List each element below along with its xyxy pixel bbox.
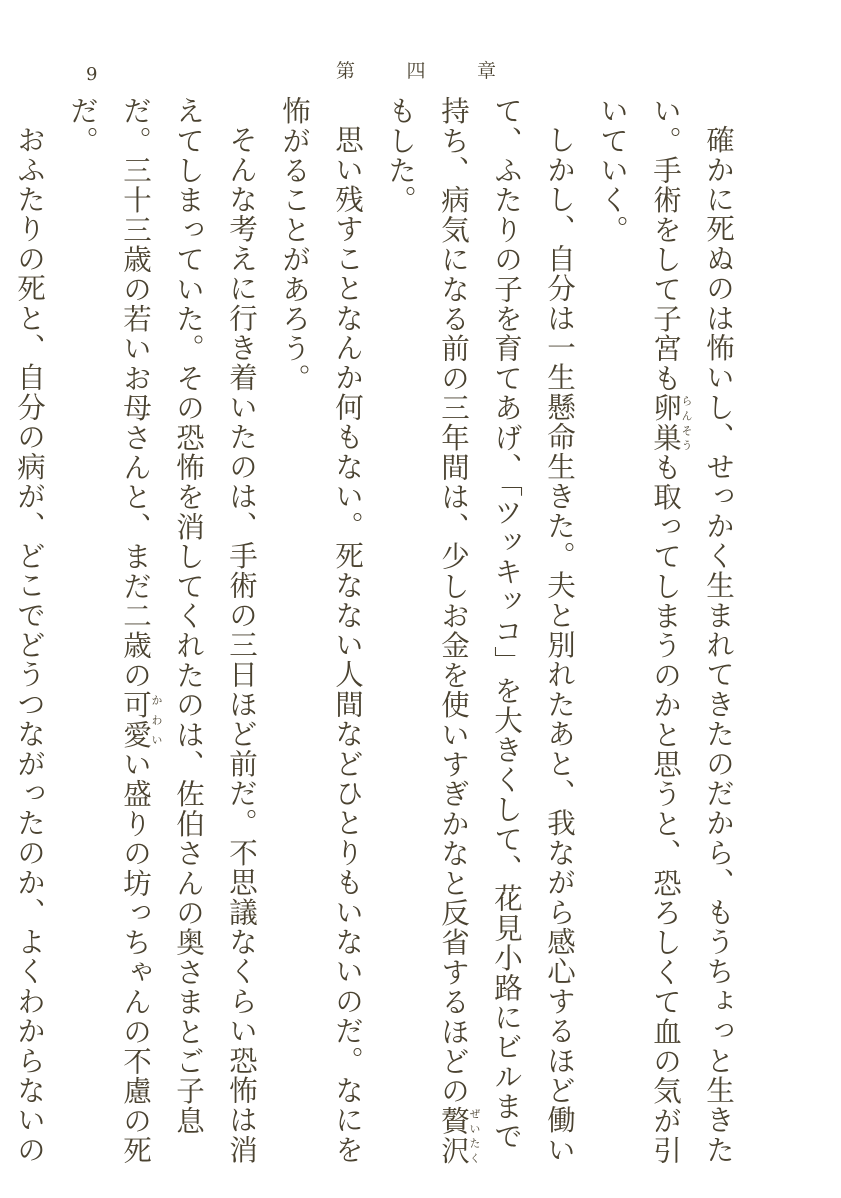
- chapter-title-char: 章: [476, 60, 496, 82]
- page-number: 9: [86, 64, 98, 85]
- text-run: しかし、自分は一生懸命生きた。夫と別れたあと、我ながら感心するほど働いて、ふたりの子を育てあげ、「ツッキッコ」を大きくして、花見小路にビルまで持ち、病気になる前の三年間は、少しお金を使いすぎかなと反省するほどの: [437, 96, 576, 1164]
- text-run: 確かに死ぬのは怖いし、せっかく生まれてきたのだから、もうちょっと生きたい。手術をして子宮も: [649, 96, 735, 1164]
- ruby-annotation: [649, 393, 693, 453]
- ruby-reading: かわい: [150, 690, 163, 750]
- chapter-title-char: 四: [406, 60, 426, 82]
- text-run: い盛りの坊っちゃんの不慮の死だ。: [66, 96, 152, 1166]
- ruby-base: 卵巣: [649, 393, 682, 453]
- body-text: [13, 96, 745, 1176]
- text-run: そんな考えに行き着いたのは、手術の三日ほど前だ。不思議なくらい恐怖は消えてしまっていた。その恐怖を消してくれたのは、佐伯さんの奥さまとご子息だ。三十三歳の若いお母さんと、まだ二歳の: [119, 96, 258, 1164]
- paragraph: [374, 96, 586, 1176]
- chapter-title: [336, 62, 496, 81]
- paragraph: [0, 96, 56, 1176]
- chapter-title-char: 第: [336, 60, 356, 82]
- text-run: おふたりの死と、自分の病が、どこでどうつながったのか、よくわからないの: [13, 124, 46, 1164]
- ruby-annotation: [437, 1105, 481, 1166]
- text-run: もした。: [384, 96, 417, 215]
- ruby-base: 可愛: [119, 690, 152, 750]
- paragraph: [268, 96, 374, 1176]
- paragraph: [56, 96, 268, 1176]
- ruby-reading: ぜいたく: [468, 1105, 481, 1166]
- text-run: も取ってしまうのかと思うと、恐ろしくて血の気が引いていく。: [596, 96, 682, 1166]
- ruby-annotation: [119, 690, 163, 750]
- ruby-reading: らんそう: [680, 393, 693, 453]
- paragraph: [586, 96, 745, 1176]
- text-run: 思い残すことなんか何もない。死なない人間などひとりもいないのだ。なにを怖がることがあろう。: [278, 96, 364, 1164]
- ruby-base: 贅沢: [437, 1105, 470, 1166]
